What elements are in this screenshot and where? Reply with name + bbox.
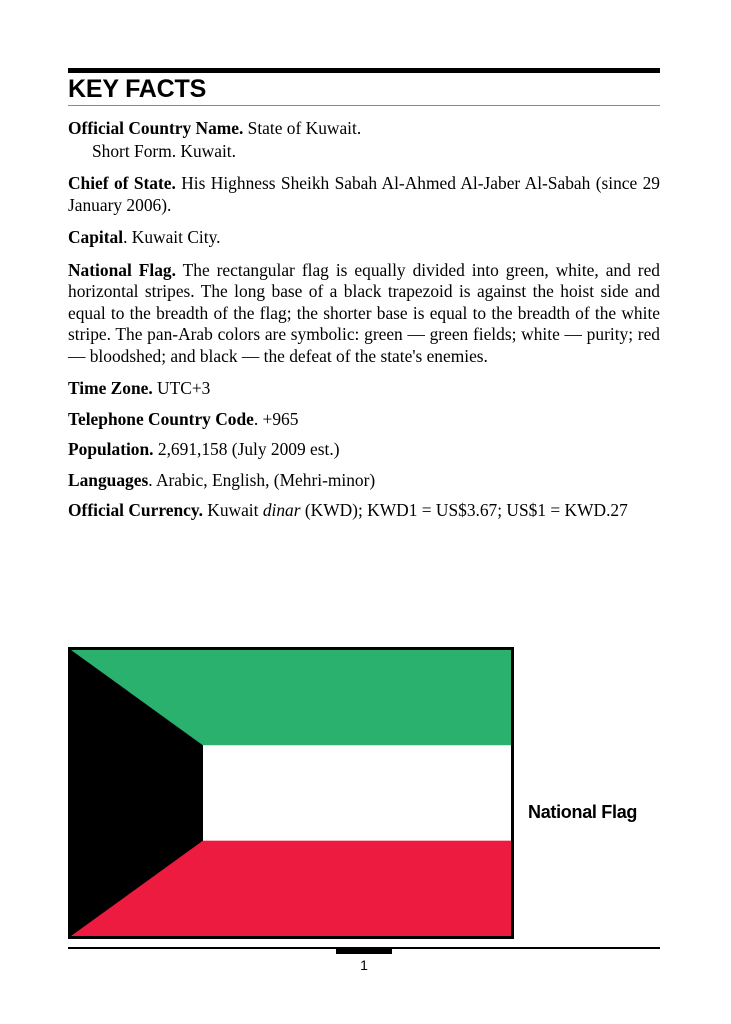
fact-label: Population.	[68, 439, 154, 459]
fact-label: Official Country Name.	[68, 118, 244, 138]
fact-value: . +965	[253, 408, 299, 429]
fact-languages	[68, 470, 660, 492]
heading-top-rule	[68, 68, 660, 73]
fact-capital	[68, 227, 660, 249]
fact-official-currency	[68, 500, 660, 522]
fact-short-form	[68, 141, 660, 163]
fact-label: Capital	[68, 227, 124, 247]
fact-line	[68, 118, 660, 140]
fact-value: 2,691,158 (July 2009 est.)	[153, 439, 340, 459]
fact-label: National Flag.	[68, 259, 176, 280]
fact-national-flag	[68, 260, 660, 368]
fact-label: Telephone Country Code	[68, 408, 254, 429]
fact-value: State of Kuwait.	[243, 118, 362, 138]
kuwait-flag-image	[68, 647, 514, 939]
fact-label: Short Form.	[92, 140, 177, 161]
key-facts-section	[68, 68, 660, 533]
flag-svg	[71, 650, 511, 936]
fact-value: UTC+3	[152, 378, 211, 398]
fact-chief-of-state	[68, 173, 660, 216]
fact-label: Chief of State.	[68, 173, 176, 193]
fact-label: Languages	[68, 469, 149, 490]
fact-label: Official Currency.	[68, 500, 203, 520]
fact-value: . Arabic, English, (Mehri-minor)	[148, 469, 376, 490]
fact-value-italic: dinar	[262, 500, 301, 520]
fact-value: Kuwait.	[176, 140, 236, 161]
page-title: KEY FACTS	[68, 75, 207, 103]
heading-bottom-rule	[68, 105, 660, 106]
fact-value: . Kuwait City.	[123, 227, 221, 247]
fact-population	[68, 439, 660, 461]
fact-telephone-country-code	[68, 409, 660, 431]
fact-label: Time Zone.	[68, 378, 153, 398]
fact-value: The rectangular flag is equally divided into green, white, and red horizontal stripes. The long base of a black trapezoid is against the hoist side and equal to the breadth of the flag; the shorter base is equal to the breadth of the white stripe. The pan-Arab colors are symbolic: green — green fields; white — purity; red — bloodshed; and black — the defeat of the state's enemies.	[68, 259, 661, 366]
figure-caption: National Flag	[528, 802, 638, 822]
fact-official-country-name	[68, 118, 660, 162]
fact-value: His Highness Sheikh Sabah Al-Ahmed Al-Jaber Al-Sabah (since 29 January 2006).	[68, 173, 660, 215]
page-number: 1	[360, 957, 368, 973]
footer-dash-marker	[336, 947, 392, 954]
national-flag-figure	[68, 647, 660, 941]
fact-value-after-italic: (KWD); KWD1 = US$3.67; US$1 = KWD.27	[300, 500, 628, 520]
fact-value-before-italic: Kuwait	[202, 500, 263, 520]
fact-time-zone	[68, 378, 660, 400]
